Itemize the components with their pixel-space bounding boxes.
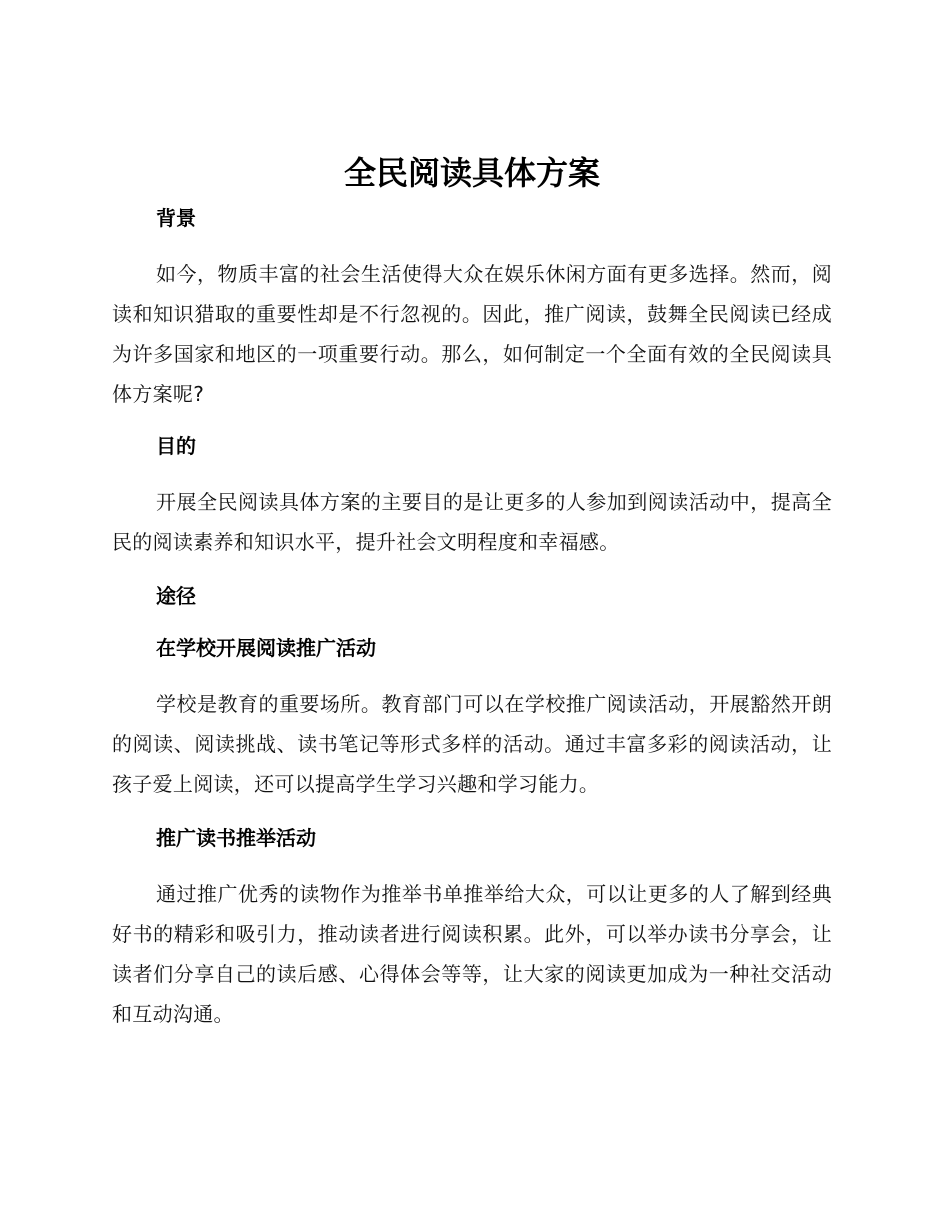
- subsection-text-recommend: 通过推广优秀的读物作为推举书单推举给大众，可以让更多的人了解到经典好书的精彩和吸引力，推动读者进行阅读积累。此外，可以举办读书分享会，让读者们分享自己的读后感、心得体会等等，让大家的阅读更加成为一种社交活动和互动沟通。: [112, 882, 832, 1026]
- section-heading-approach: 途径: [156, 584, 196, 608]
- section-text-background: 如今，物质丰富的社会生活使得大众在娱乐休闲方面有更多选择。然而，阅读和知识猎取的重要性却是不行忽视的。因此，推广阅读，鼓舞全民阅读已经成为许多国家和地区的一项重要行动。那么，如何制定一个全面有效的全民阅读具体方案呢?: [112, 262, 832, 406]
- subsection-heading-recommend: 推广读书推举活动: [156, 826, 316, 850]
- subsection-text-school: 学校是教育的重要场所。教育部门可以在学校推广阅读活动，开展豁然开朗的阅读、阅读挑战、读书笔记等形式多样的活动。通过丰富多彩的阅读活动，让孩子爱上阅读，还可以提高学生学习兴趣和学习能力。: [112, 692, 832, 796]
- document-body: [112, 148, 832, 1034]
- section-heading-purpose: 目的: [156, 434, 196, 458]
- document-title: 全民阅读具体方案: [343, 154, 600, 192]
- section-text-purpose: 开展全民阅读具体方案的主要目的是让更多的人参加到阅读活动中，提高全民的阅读素养和知识水平，提升社会文明程度和幸福感。: [112, 490, 832, 554]
- subsection-heading-school: 在学校开展阅读推广活动: [156, 636, 376, 660]
- section-heading-background: 背景: [156, 206, 196, 230]
